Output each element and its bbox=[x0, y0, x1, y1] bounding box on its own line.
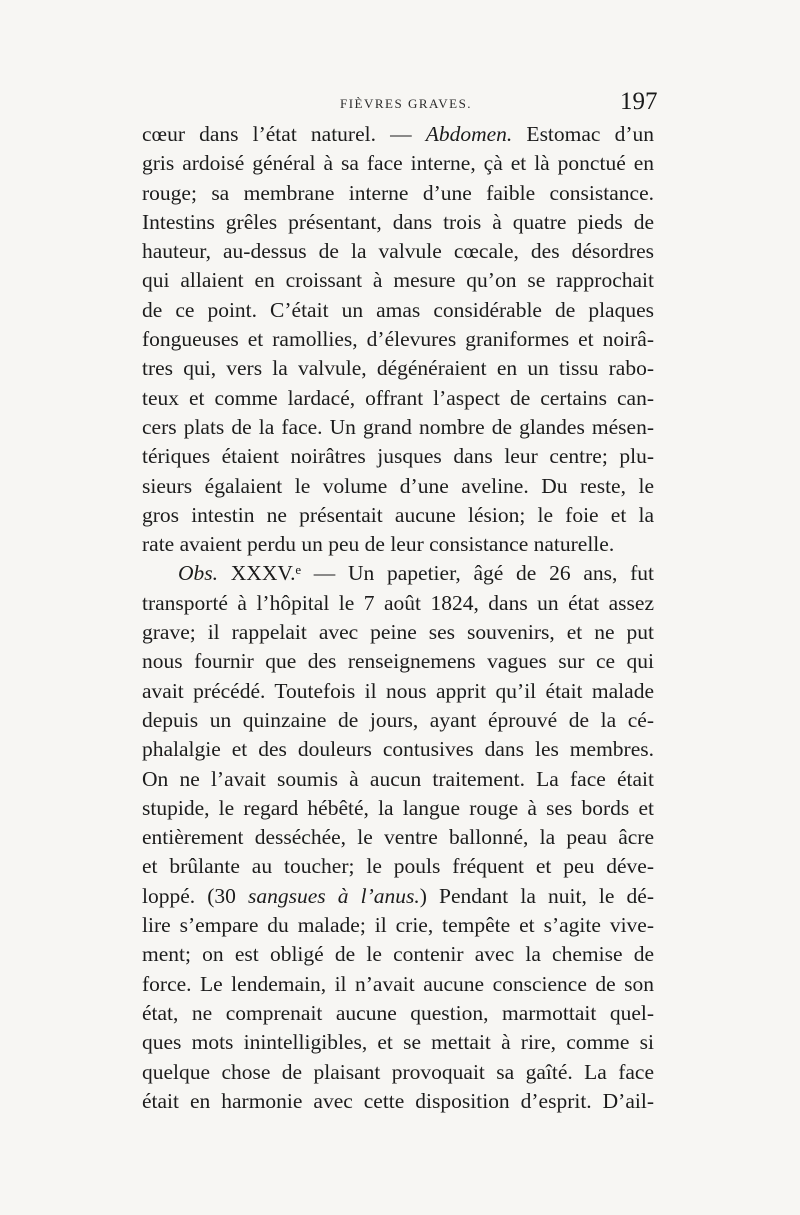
text-segment: XXXV.ᵉ — Un papetier, âgé de 26 ans, fut bbox=[218, 561, 654, 586]
text-segment: cers plats de la face. Un grand nombre de glandes mésen- bbox=[142, 414, 654, 439]
text-line bbox=[142, 237, 654, 266]
text-line bbox=[142, 794, 654, 823]
text-line bbox=[142, 325, 654, 354]
text-line bbox=[142, 589, 654, 618]
text-segment: transporté à l’hôpital le 7 août 1824, dans un état assez bbox=[142, 590, 654, 615]
text-line bbox=[142, 384, 654, 413]
text-line bbox=[142, 501, 654, 530]
text-segment: ment; on est obligé de le contenir avec la chemise de bbox=[142, 942, 654, 967]
text-line bbox=[142, 208, 654, 237]
text-line bbox=[142, 999, 654, 1028]
text-segment: loppé. (30 bbox=[142, 883, 249, 908]
text-line bbox=[142, 1087, 654, 1116]
text-line bbox=[142, 647, 654, 676]
italic-text: Abdomen. bbox=[425, 122, 513, 146]
text-line bbox=[142, 149, 654, 178]
text-line bbox=[142, 296, 654, 325]
text-line bbox=[142, 706, 654, 735]
text-segment: rate avaient perdu un peu de leur consistance naturelle. bbox=[142, 532, 615, 557]
text-segment: état, ne comprenait aucune question, marmottait quel- bbox=[142, 1000, 654, 1025]
text-segment: tres qui, vers la valvule, dégénéraient en un tissu rabo- bbox=[142, 356, 654, 381]
text-line bbox=[142, 618, 654, 647]
text-segment: fongueuses et ramollies, d’élevures graniformes et noirâ- bbox=[142, 327, 654, 352]
text-line bbox=[142, 852, 654, 881]
text-line bbox=[142, 413, 654, 442]
text-segment: qui allaient en croissant à mesure qu’on se rapprochait bbox=[142, 268, 654, 293]
text-segment: cœur dans l’état naturel. — bbox=[142, 122, 426, 146]
text-line bbox=[142, 1028, 654, 1057]
italic-text: Obs. bbox=[178, 561, 219, 586]
text-line bbox=[142, 882, 654, 911]
text-line bbox=[142, 354, 654, 383]
italic-text: sangsues à l’anus. bbox=[248, 883, 420, 908]
text-segment: rouge; sa membrane interne d’une faible consistance. bbox=[142, 180, 654, 205]
text-segment: force. Le lendemain, il n’avait aucune conscience de son bbox=[142, 971, 654, 996]
text-line bbox=[142, 179, 654, 208]
text-segment: nous fournir que des renseignemens vagues sur ce qui bbox=[142, 649, 654, 674]
text-segment: de ce point. C’était un amas considérable de plaques bbox=[142, 297, 654, 322]
text-line bbox=[142, 911, 654, 940]
text-line bbox=[142, 940, 654, 969]
text-segment: et brûlante au toucher; le pouls fréquent et peu déve- bbox=[142, 854, 654, 879]
text-segment: teux et comme lardacé, offrant l’aspect de certains can- bbox=[142, 385, 654, 410]
text-segment: stupide, le regard hébêté, la langue rouge à ses bords et bbox=[142, 795, 654, 820]
text-segment: tériques étaient noirâtres jusques dans leur centre; plu- bbox=[142, 444, 654, 469]
text-segment: depuis un quinzaine de jours, ayant éprouvé de la cé- bbox=[142, 707, 654, 732]
text-line bbox=[142, 559, 654, 588]
text-segment: ques mots inintelligibles, et se mettait à rire, comme si bbox=[142, 1030, 654, 1055]
text-segment: quelque chose de plaisant provoquait sa gaîté. La face bbox=[142, 1059, 654, 1084]
text-line bbox=[142, 442, 654, 471]
text-segment: hauteur, au-dessus de la valvule cœcale, des désordres bbox=[142, 239, 654, 264]
running-head: FIÈVRES GRAVES. bbox=[340, 96, 473, 111]
text-line bbox=[142, 266, 654, 295]
text-segment: Estomac d’un bbox=[512, 122, 654, 146]
text-line bbox=[142, 677, 654, 706]
text-line bbox=[142, 472, 654, 501]
text-line bbox=[142, 530, 654, 559]
text-segment: lire s’empare du malade; il crie, tempête et s’agite vive- bbox=[142, 913, 654, 938]
text-segment: ) Pendant la nuit, le dé- bbox=[419, 883, 654, 908]
text-segment: Intestins grêles présentant, dans trois à quatre pieds de bbox=[142, 209, 654, 234]
text-segment: gris ardoisé général à sa face interne, çà et là ponctué en bbox=[142, 151, 654, 176]
text-segment: sieurs égalaient le volume d’une aveline. Du reste, le bbox=[142, 473, 654, 498]
text-segment: phalalgie et des douleurs contusives dans les membres. bbox=[142, 737, 654, 762]
text-line bbox=[142, 120, 654, 149]
text-segment: entièrement desséchée, le ventre ballonné, la peau âcre bbox=[142, 825, 654, 850]
body-text bbox=[142, 120, 654, 1116]
text-line bbox=[142, 970, 654, 999]
text-line bbox=[142, 765, 654, 794]
text-segment: On ne l’avait soumis à aucun traitement. La face était bbox=[142, 766, 654, 791]
page-number: 197 bbox=[620, 88, 658, 115]
text-segment: était en harmonie avec cette disposition d’esprit. D’ail- bbox=[142, 1088, 654, 1113]
text-segment: gros intestin ne présentait aucune lésion; le foie et la bbox=[142, 502, 654, 527]
text-line bbox=[142, 1058, 654, 1087]
text-segment: grave; il rappelait avec peine ses souvenirs, et ne put bbox=[142, 620, 654, 645]
text-segment: avait précédé. Toutefois il nous apprit qu’il était malade bbox=[142, 678, 654, 703]
text-line bbox=[142, 735, 654, 764]
text-line bbox=[142, 823, 654, 852]
